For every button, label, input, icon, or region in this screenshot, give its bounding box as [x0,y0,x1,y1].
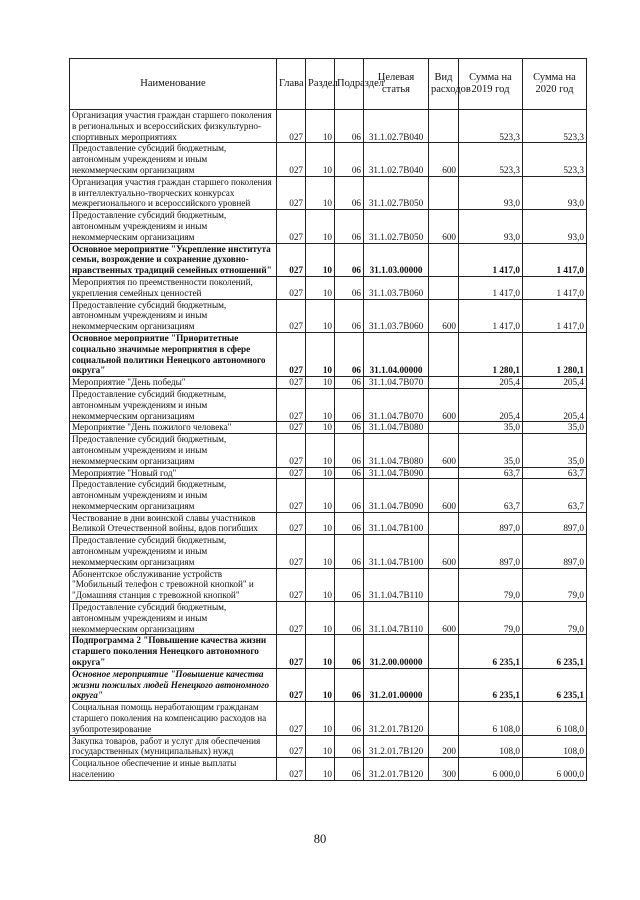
cell-vid [429,702,459,735]
cell-sum2020: 35,0 [523,422,587,434]
cell-glava: 027 [277,276,306,299]
cell-name: Предоставление субсидий бюджетным, автономным учреждениям и иным некоммерческим организациям [70,210,277,243]
cell-sum2019: 1 417,0 [459,299,523,332]
cell-vid: 600 [429,299,459,332]
cell-razdel: 10 [306,467,335,479]
cell-sum2020: 6 108,0 [523,702,587,735]
cell-glava: 027 [277,735,306,758]
cell-sum2019: 79,0 [459,602,523,635]
cell-name: Предоставление субсидий бюджетным, автономным учреждениям и иным некоммерческим организациям [70,388,277,421]
cell-vid [429,422,459,434]
cell-target: 31.1.04.00000 [364,332,429,376]
cell-target: 31.1.02.7В040 [364,110,429,143]
table-row [70,299,587,332]
cell-name: Чествование в дни воинской славы участников Великой Отечественной войны, вдов погибших [70,512,277,535]
table-row [70,332,587,376]
cell-name: Мероприятие "День победы" [70,377,277,389]
cell-sum2019: 108,0 [459,735,523,758]
cell-sum2020: 6 235,1 [523,668,587,701]
header-vid: Вид расходов [429,59,459,110]
header-podrazdel: Подраздел [335,59,364,110]
table-row [70,668,587,701]
cell-podrazdel: 06 [335,210,364,243]
cell-sum2020: 93,0 [523,210,587,243]
cell-vid [429,377,459,389]
table-row [70,512,587,535]
cell-glava: 027 [277,535,306,568]
cell-glava: 027 [277,176,306,209]
cell-target: 31.1.03.00000 [364,243,429,276]
cell-glava: 027 [277,758,306,781]
cell-razdel: 10 [306,668,335,701]
cell-razdel: 10 [306,735,335,758]
cell-razdel: 10 [306,332,335,376]
cell-podrazdel: 06 [335,276,364,299]
cell-glava: 027 [277,479,306,512]
cell-target: 31.2.01.00000 [364,668,429,701]
cell-sum2020: 79,0 [523,602,587,635]
table-row [70,479,587,512]
header-sum2019: Сумма на 2019 год [459,59,523,110]
cell-target: 31.2.01.7В120 [364,758,429,781]
cell-razdel: 10 [306,110,335,143]
cell-podrazdel: 06 [335,434,364,467]
cell-glava: 027 [277,110,306,143]
cell-target: 31.1.04.7В080 [364,422,429,434]
cell-name: Социальное обеспечение и иные выплаты населению [70,758,277,781]
table-row [70,210,587,243]
table-row [70,467,587,479]
cell-glava: 027 [277,243,306,276]
cell-glava: 027 [277,377,306,389]
header-glava: Глава [277,59,306,110]
cell-glava: 027 [277,422,306,434]
cell-glava: 027 [277,388,306,421]
cell-glava: 027 [277,299,306,332]
cell-name: Социальная помощь неработающим гражданам старшего поколения на компенсацию расходов на зубопротезирование [70,702,277,735]
cell-target: 31.2.01.7В120 [364,702,429,735]
cell-razdel: 10 [306,602,335,635]
cell-name: Предоставление субсидий бюджетным, автономным учреждениям и иным некоммерческим организациям [70,602,277,635]
cell-sum2019: 1 417,0 [459,276,523,299]
table-row [70,110,587,143]
cell-sum2020: 79,0 [523,568,587,601]
cell-sum2019: 1 280,1 [459,332,523,376]
cell-vid: 600 [429,388,459,421]
cell-sum2020: 205,4 [523,377,587,389]
cell-sum2019: 79,0 [459,568,523,601]
cell-podrazdel: 06 [335,735,364,758]
cell-vid [429,276,459,299]
cell-name: Основное мероприятие "Повышение качества жизни пожилых людей Ненецкого автономного округа" [70,668,277,701]
cell-podrazdel: 06 [335,143,364,176]
cell-razdel: 10 [306,299,335,332]
cell-sum2020: 205,4 [523,388,587,421]
cell-vid [429,635,459,668]
cell-target: 31.1.04.7В070 [364,388,429,421]
cell-razdel: 10 [306,210,335,243]
cell-glava: 027 [277,568,306,601]
cell-sum2019: 897,0 [459,512,523,535]
table-row [70,276,587,299]
cell-podrazdel: 06 [335,758,364,781]
cell-razdel: 10 [306,276,335,299]
cell-target: 31.1.04.7В090 [364,467,429,479]
cell-name: Закупка товаров, работ и услуг для обеспечения государственных (муниципальных) нужд [70,735,277,758]
cell-name: Организация участия граждан старшего поколения в интеллектуально-творческих конкурсах межрегионального и всероссийского уровней [70,176,277,209]
cell-sum2019: 93,0 [459,210,523,243]
table-row [70,176,587,209]
budget-table [69,58,587,781]
cell-glava: 027 [277,702,306,735]
cell-name: Предоставление субсидий бюджетным, автономным учреждениям и иным некоммерческим организациям [70,535,277,568]
cell-vid: 200 [429,735,459,758]
cell-vid: 600 [429,210,459,243]
cell-razdel: 10 [306,176,335,209]
cell-sum2020: 63,7 [523,479,587,512]
table-row [70,535,587,568]
cell-vid: 600 [429,143,459,176]
cell-name: Предоставление субсидий бюджетным, автономным учреждениям и иным некоммерческим организациям [70,479,277,512]
table-row [70,758,587,781]
header-row [70,59,587,110]
cell-glava: 027 [277,467,306,479]
cell-name: Подпрограмма 2 "Повышение качества жизни старшего поколения Ненецкого автономного округа" [70,635,277,668]
table-row [70,388,587,421]
cell-sum2019: 6 000,0 [459,758,523,781]
cell-name: Основное мероприятие "Укрепление института семьи, возрождение и сохранение духовно-нравственных традиций семейных отношений" [70,243,277,276]
cell-name: Мероприятие "Новый год" [70,467,277,479]
table-body [70,110,587,781]
cell-vid: 300 [429,758,459,781]
cell-target: 31.1.03.7В060 [364,276,429,299]
table-row [70,702,587,735]
cell-podrazdel: 06 [335,702,364,735]
cell-vid [429,568,459,601]
cell-sum2019: 93,0 [459,176,523,209]
cell-glava: 027 [277,210,306,243]
cell-razdel: 10 [306,479,335,512]
cell-glava: 027 [277,512,306,535]
cell-razdel: 10 [306,377,335,389]
cell-target: 31.1.04.7В100 [364,535,429,568]
table-row [70,377,587,389]
cell-vid: 600 [429,535,459,568]
cell-sum2020: 1 417,0 [523,299,587,332]
cell-sum2020: 1 417,0 [523,276,587,299]
cell-target: 31.1.04.7В110 [364,602,429,635]
cell-sum2020: 93,0 [523,176,587,209]
cell-glava: 027 [277,602,306,635]
cell-vid [429,110,459,143]
cell-razdel: 10 [306,143,335,176]
cell-target: 31.1.04.7В090 [364,479,429,512]
cell-podrazdel: 06 [335,467,364,479]
cell-podrazdel: 06 [335,388,364,421]
cell-vid [429,668,459,701]
cell-name: Предоставление субсидий бюджетным, автономным учреждениям и иным некоммерческим организациям [70,143,277,176]
cell-razdel: 10 [306,388,335,421]
cell-razdel: 10 [306,702,335,735]
cell-sum2019: 205,4 [459,388,523,421]
cell-podrazdel: 06 [335,512,364,535]
cell-sum2019: 205,4 [459,377,523,389]
cell-name: Абонентское обслуживание устройств "Мобильный телефон с тревожной кнопкой" и "Домашняя станция с тревожной кнопкой" [70,568,277,601]
cell-razdel: 10 [306,512,335,535]
cell-vid [429,176,459,209]
cell-name: Мероприятия по преемственности поколений, укрепления семейных ценностей [70,276,277,299]
cell-podrazdel: 06 [335,299,364,332]
header-sum2020: Сумма на 2020 год [523,59,587,110]
cell-sum2020: 523,3 [523,143,587,176]
cell-podrazdel: 06 [335,377,364,389]
table-row [70,602,587,635]
cell-razdel: 10 [306,535,335,568]
cell-sum2019: 35,0 [459,422,523,434]
cell-name: Мероприятие "День пожилого человека" [70,422,277,434]
cell-target: 31.1.02.7В050 [364,176,429,209]
cell-vid [429,332,459,376]
cell-glava: 027 [277,332,306,376]
cell-podrazdel: 06 [335,479,364,512]
cell-podrazdel: 06 [335,332,364,376]
table-row [70,735,587,758]
table-row [70,434,587,467]
table-row [70,635,587,668]
cell-podrazdel: 06 [335,535,364,568]
cell-target: 31.1.02.7В040 [364,143,429,176]
cell-sum2019: 63,7 [459,467,523,479]
cell-glava: 027 [277,668,306,701]
table-row [70,422,587,434]
cell-name: Предоставление субсидий бюджетным, автономным учреждениям и иным некоммерческим организациям [70,434,277,467]
table-row [70,568,587,601]
cell-vid: 600 [429,434,459,467]
cell-podrazdel: 06 [335,635,364,668]
cell-target: 31.2.01.7В120 [364,735,429,758]
cell-vid [429,512,459,535]
cell-glava: 027 [277,143,306,176]
cell-name: Предоставление субсидий бюджетным, автономным учреждениям и иным некоммерческим организациям [70,299,277,332]
cell-sum2020: 6 000,0 [523,758,587,781]
cell-vid: 600 [429,479,459,512]
cell-glava: 027 [277,434,306,467]
cell-razdel: 10 [306,635,335,668]
cell-podrazdel: 06 [335,602,364,635]
cell-sum2019: 63,7 [459,479,523,512]
cell-podrazdel: 06 [335,422,364,434]
header-razdel: Раздел [306,59,335,110]
cell-razdel: 10 [306,243,335,276]
cell-podrazdel: 06 [335,568,364,601]
cell-razdel: 10 [306,434,335,467]
cell-sum2019: 6 235,1 [459,635,523,668]
cell-podrazdel: 06 [335,110,364,143]
cell-podrazdel: 06 [335,176,364,209]
cell-vid [429,467,459,479]
cell-target: 31.1.02.7В050 [364,210,429,243]
cell-vid: 600 [429,602,459,635]
cell-sum2019: 897,0 [459,535,523,568]
cell-target: 31.2.00.00000 [364,635,429,668]
cell-sum2020: 108,0 [523,735,587,758]
cell-sum2020: 897,0 [523,512,587,535]
cell-sum2020: 897,0 [523,535,587,568]
header-target: Целевая статья [364,59,429,110]
cell-sum2019: 523,3 [459,143,523,176]
cell-sum2019: 6 108,0 [459,702,523,735]
cell-sum2020: 1 280,1 [523,332,587,376]
cell-podrazdel: 06 [335,668,364,701]
cell-sum2020: 35,0 [523,434,587,467]
cell-razdel: 10 [306,758,335,781]
cell-sum2020: 63,7 [523,467,587,479]
header-name: Наименование [70,59,277,110]
cell-target: 31.1.04.7В100 [364,512,429,535]
cell-name: Основное мероприятие "Приоритетные социально значимые мероприятия в сфере социальной политики Ненецкого автономного округа" [70,332,277,376]
cell-target: 31.1.04.7В080 [364,434,429,467]
cell-target: 31.1.04.7В110 [364,568,429,601]
cell-podrazdel: 06 [335,243,364,276]
table-row [70,243,587,276]
cell-razdel: 10 [306,568,335,601]
cell-sum2020: 1 417,0 [523,243,587,276]
cell-razdel: 10 [306,422,335,434]
table-row [70,143,587,176]
cell-sum2020: 6 235,1 [523,635,587,668]
page-number: 80 [313,832,327,846]
cell-name: Организация участия граждан старшего поколения в региональных и всероссийских физкультурно-спортивных мероприятиях [70,110,277,143]
cell-vid [429,243,459,276]
cell-sum2020: 523,3 [523,110,587,143]
cell-sum2019: 35,0 [459,434,523,467]
cell-target: 31.1.03.7В060 [364,299,429,332]
cell-sum2019: 523,3 [459,110,523,143]
cell-glava: 027 [277,635,306,668]
cell-sum2019: 6 235,1 [459,668,523,701]
cell-target: 31.1.04.7В070 [364,377,429,389]
cell-sum2019: 1 417,0 [459,243,523,276]
